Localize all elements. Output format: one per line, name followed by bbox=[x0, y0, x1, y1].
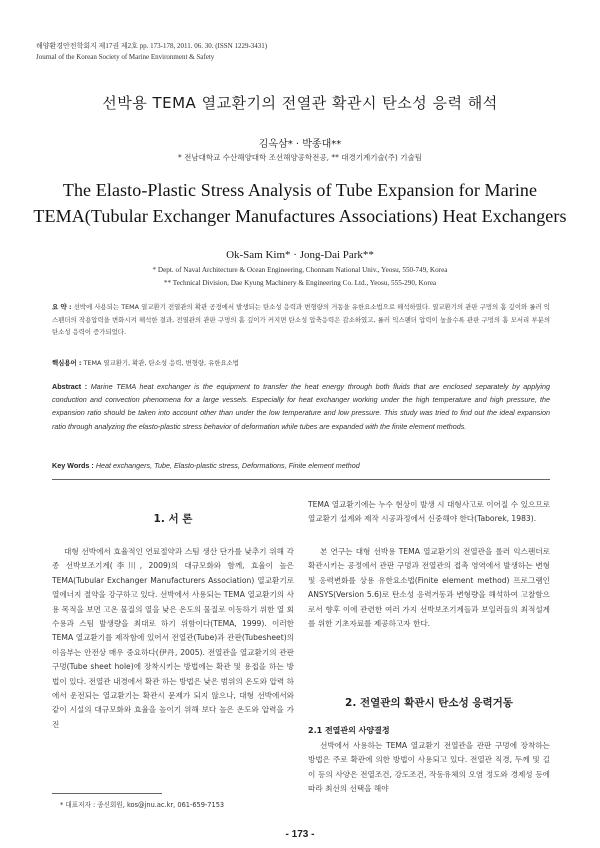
affiliation-korean: * 전남대학교 수산해양대학 조선해양공학전공, ** 대경기계기술(주) 기술팀 bbox=[178, 153, 422, 162]
right-column-paragraph2: 본 연구는 대형 선박용 TEMA 열교환기의 전열관을 롤러 익스팬더로 확관시키는 공정에서 관판 구멍과 전열관의 접촉 영역에서 발생하는 변형 및 응력변화를 상용 유한요소법(Finite element method) 프로그램인 ANSYS(Version 5.6)로 탄소성 응력거동과 변형량을 해석하여 고찰함으로서 향후 이에 관련한 여러 가지 선박보조기계들과 보일러들의 최적설계를 위한 기초자료를 제공하고자 한다. bbox=[308, 547, 550, 629]
footnote: * 대표저자 : 종신회원, kos@jnu.ac.kr, 061-659-7153 bbox=[60, 801, 225, 809]
keywords-korean-text: TEMA 열교환기, 확관, 탄소성 응력, 변형량, 유한요소법 bbox=[83, 359, 239, 367]
section1-paragraph: 대형 선박에서 효율적인 연료절약과 스팀 생산 단가를 낮추기 위해 각종 선박보조기계(李川, 2009)의 대규모화와 함께, 효율이 높은 TEMA(Tubular Exchanger Manufacturers Association) 열교환기로 열에너지 절약을 강구하고 있다. 선박에서 사용되는 TEMA 열교환기의 사용 목적을 보면 고온 물질의 열을 낮은 온도의 물질로 이동하기 위한 열 회수용과 스팀 발생량을 최대로 하기 위함이다(TEMA, 1999). 이러한 TEMA 열교환기를 제작함에 있어서 전열관(Tube)과 관판(Tubesheet)의 이음부는 안전상 매우 중요하다(伊丹, 2005). 전열관을 열교환기의 관판 구멍(Tube sheet hole)에 장착시키는 방법에는 확관 및 용접을 하는 방법이 있다. 전열관 내경에서 확관 하는 방법은 낮은 범위의 온도와 압력 하에서 운전되는 열교환기는 확관시 문제가 되지 않으나, 대형 선박에서와 같이 시설의 대규모화와 효율을 높이기 위해 보다 높은 온도와 압력을 가진 bbox=[52, 547, 294, 729]
abstract-korean-label: 요 약 : bbox=[52, 303, 72, 311]
section2-1-subheading: 2.1 전열관의 사양결정 bbox=[308, 726, 390, 735]
keywords-korean bbox=[52, 357, 550, 370]
section2-heading: 2. 전열관의 확관시 탄소성 응력거동 bbox=[345, 697, 513, 709]
section2-1-paragraph: 선박에서 사용하는 TEMA 열교환기 전열관을 관판 구멍에 장착하는 방법은 주로 확관에 의한 방법이 사용되고 있다. 전열관 직경, 두께 및 길이 등의 사양은 전열조건, 강도조건, 작동유체의 오염 정도와 경제성 등에 따라 최선의 선택을 해야 bbox=[308, 741, 550, 794]
abstract-korean-text: 선박에 사용되는 TEMA 열교환기 전열관의 확관 공정에서 발생되는 탄소성 응력과 변형량의 거동을 유한요소법으로 해석하였다. 열교환기의 관판 구멍의 홈 깊이와 롤러 익스팬더의 작용압력을 변화시켜 해석한 결과, 전열관의 관판 구멍의 홈 깊이가 커지면 탄소성 압축응력은 감소하였고, 롤러 익스팬더 압력이 높을수록 관판 구멍의 홈 모서리 부분의 탄소성 응력이 증가되었다. bbox=[52, 303, 550, 337]
section1-heading: 1. 서 론 bbox=[153, 513, 193, 525]
keywords-english-label: Key Words : bbox=[52, 461, 94, 470]
affiliation-english-line2: ** Technical Division, Dae Kyung Machinery & Engineering Co. Ltd., Yeosu, 555-290, Korea bbox=[163, 279, 437, 287]
authors-korean: 김옥삼* · 박종대** bbox=[258, 139, 342, 150]
title-english-line1: The Elasto-Plastic Stress Analysis of Tube Expansion for Marine bbox=[62, 180, 538, 200]
journal-info-line: 해양환경안전학회지 제17권 제2호 pp. 173-178, 2011. 06. 30. (ISSN 1229-3431) bbox=[36, 42, 268, 50]
keywords-korean-label: 핵심용어 : bbox=[52, 359, 82, 367]
abstract-divider bbox=[52, 479, 550, 480]
abstract-english-text: Marine TEMA heat exchanger is the equipment to transfer the heat energy through both fluids that are enclosed separately by applying conduction and convection phenomena for a large vessels. Especially for heat exchanger working under the high temperature and high pressure, the expansion ratio should be taken into account other than under the low temperature and low pressure. This study was tried to find out the ideal expansion ratio through analyzing the elasto-plastic stress behavior of deformation while tubes are expanded with the finite element methods. bbox=[52, 382, 550, 431]
page-number: - 173 - bbox=[285, 829, 315, 840]
authors-english: Ok-Sam Kim* · Jong-Dai Park** bbox=[226, 249, 374, 261]
right-column-paragraph1: TEMA 열교환기에는 누수 현상이 발생 시 대형사고로 이어질 수 있으므로 열교환기 설계와 제작 시공과정에서 신중해야 한다(Taborek, 1983). bbox=[308, 500, 550, 524]
title-english-line2: TEMA(Tubular Exchanger Manufactures Associations) Heat Exchangers bbox=[33, 206, 567, 226]
abstract-korean bbox=[52, 301, 550, 339]
footnote-divider bbox=[52, 793, 162, 794]
abstract-english-label: Abstract : bbox=[52, 382, 88, 391]
journal-name-line: Journal of the Korean Society of Marine Environment & Safety bbox=[36, 53, 215, 61]
affiliation-english-line1: * Dept. of Naval Architecture & Ocean Engineering, Chonnam National Univ., Yeosu, 550-749, Korea bbox=[152, 266, 448, 274]
abstract-english bbox=[52, 380, 550, 433]
keywords-english-text: Heat exchangers, Tube, Elasto-plastic stress, Deformations, Finite element method bbox=[95, 461, 360, 470]
keywords-english bbox=[52, 459, 550, 472]
title-korean: 선박용 TEMA 열교환기의 전열관 확관시 탄소성 응력 해석 bbox=[102, 94, 498, 112]
